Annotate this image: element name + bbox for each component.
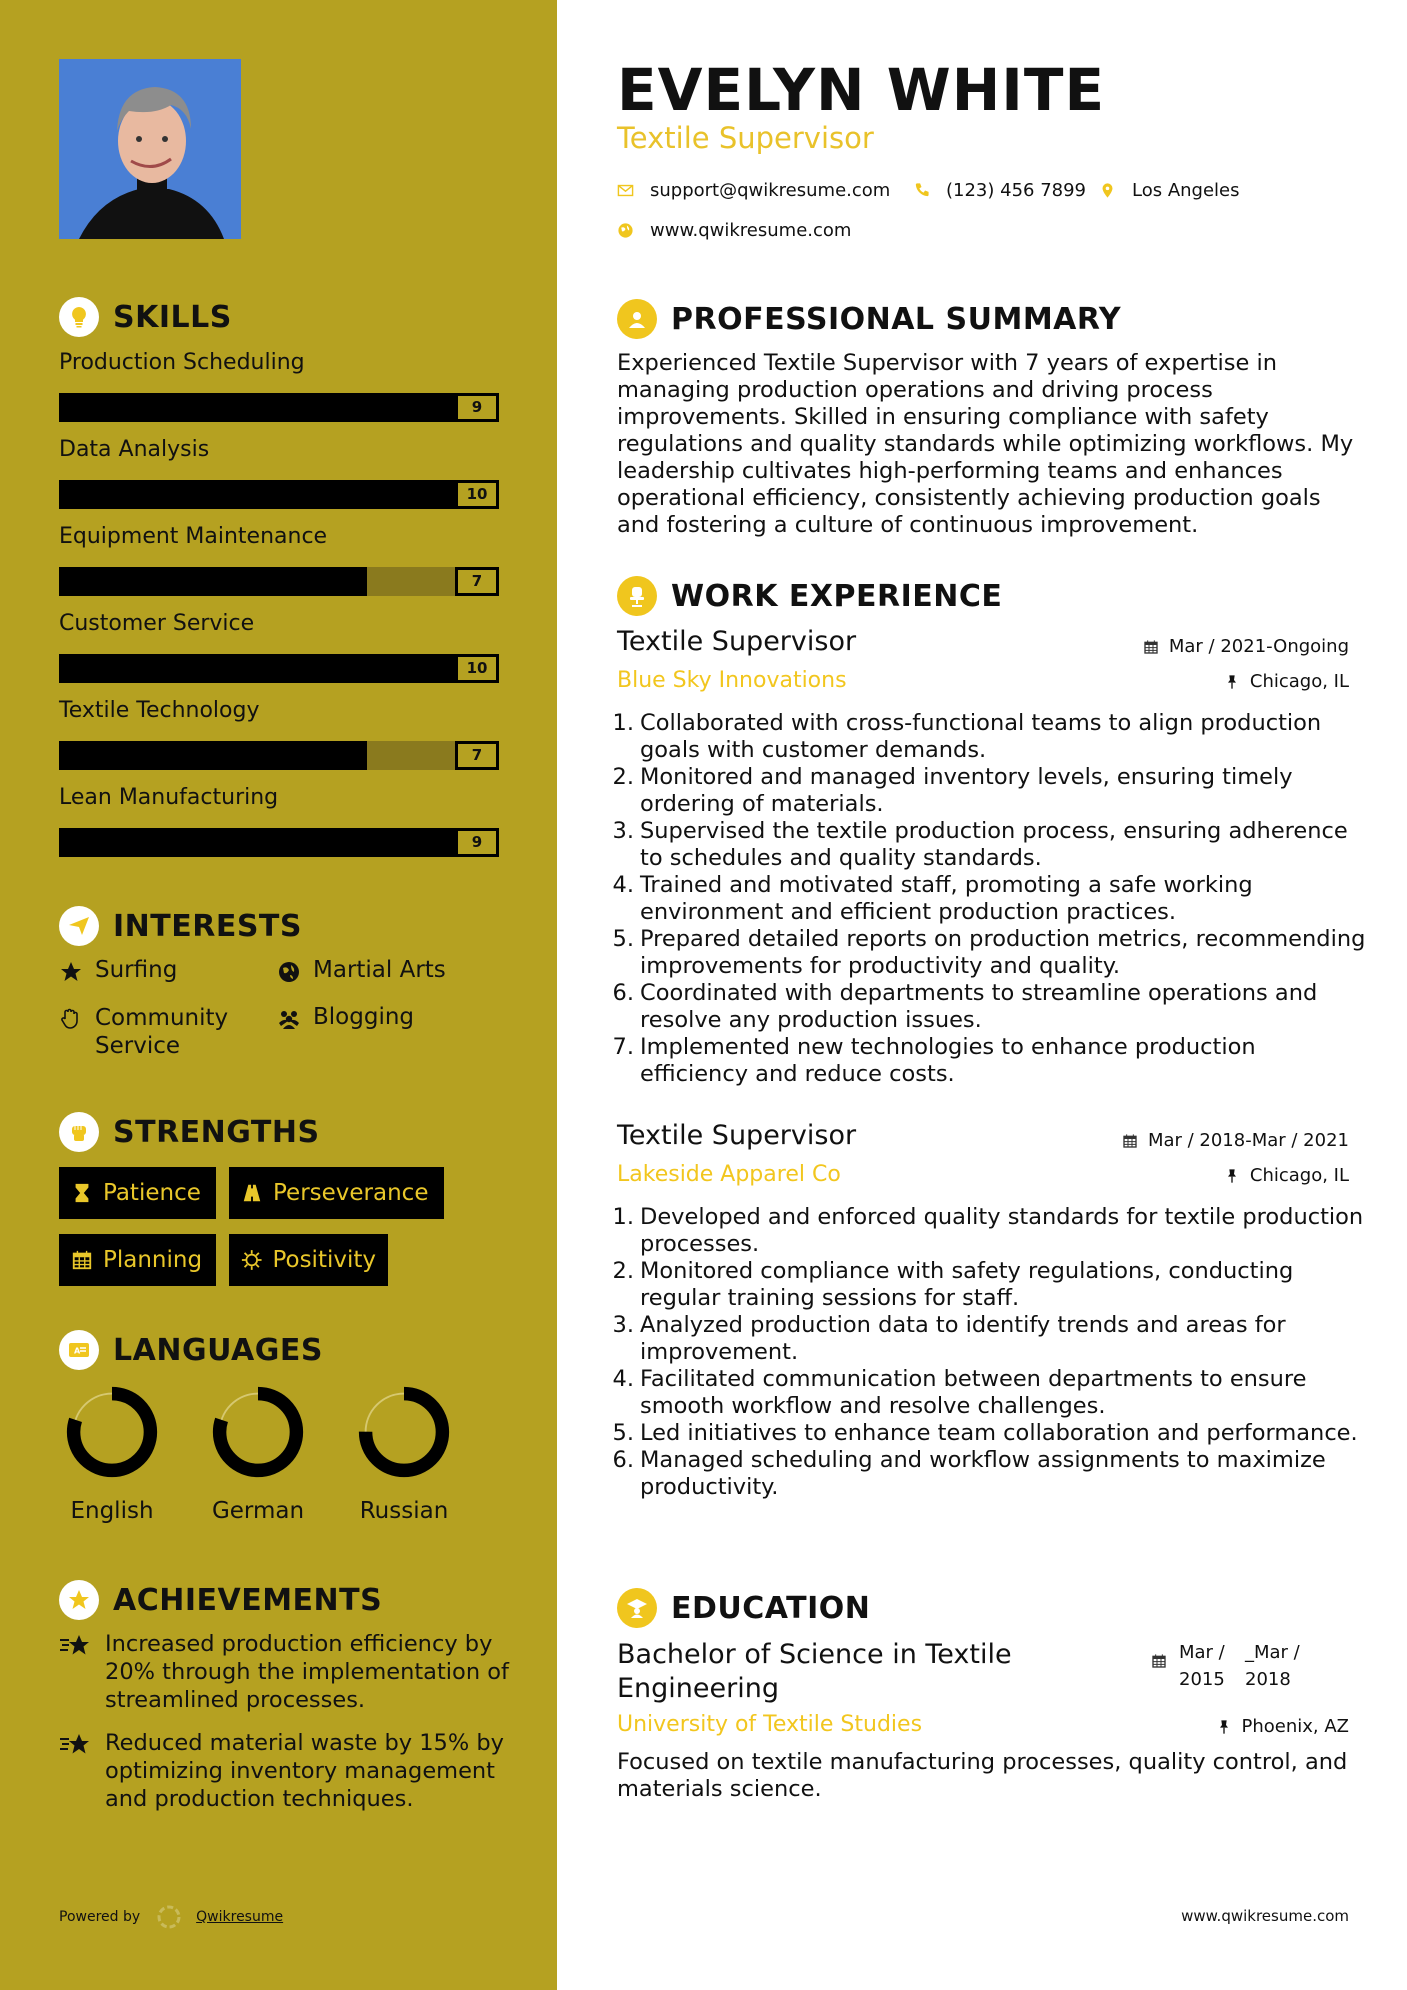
shooting-star-icon [59, 1632, 93, 1660]
strength-badge [229, 1167, 444, 1219]
job-bullet: 1. Collaborated with cross-functional teams to align production goals with customer demands. [606, 710, 1366, 764]
job-dates [1143, 636, 1349, 657]
skill-item [59, 350, 499, 416]
experience-title: WORK EXPERIENCE [671, 578, 1003, 614]
job-bullet: 3. Supervised the textile production process, ensuring adherence to schedules and quality standards. [606, 818, 1366, 872]
skill-score: 7 [455, 567, 499, 596]
strength-label: Perseverance [273, 1180, 429, 1206]
graduate-icon [617, 1588, 657, 1628]
language-gauge [64, 1384, 160, 1480]
summary-heading [617, 299, 1121, 339]
skill-name: Lean Manufacturing [59, 785, 279, 810]
job-bullet: 4. Trained and motivated staff, promoting a safe working environment and efficient production practices. [606, 872, 1366, 926]
profile-photo [59, 59, 241, 239]
bullet-text: Developed and enforced quality standards for textile production processes. [640, 1204, 1364, 1257]
job-dates-text: Mar / 2018-Mar / 2021 [1147, 1130, 1349, 1151]
paper-plane-icon [59, 906, 99, 946]
skill-bar [59, 393, 499, 422]
job-dates [1122, 1130, 1349, 1151]
svg-text:A: A [74, 1346, 81, 1356]
candidate-title: Textile Supervisor [617, 121, 874, 155]
powered-label: Powered by [59, 1909, 141, 1925]
languages-heading [59, 1330, 323, 1370]
education-location [1216, 1716, 1350, 1737]
job-bullet: 7. Implemented new technologies to enhance production efficiency and reduce costs. [606, 1034, 1366, 1088]
language-item [198, 1384, 318, 1524]
education-end: _Mar / 2018 [1245, 1642, 1300, 1690]
bullet-text: Prepared detailed reports on production metrics, recommending improvements for productivity and quality. [640, 926, 1366, 979]
skill-bar [59, 567, 499, 596]
company-name: Blue Sky Innovations [617, 668, 847, 693]
star-badge-icon [59, 1580, 99, 1620]
achievement-item [59, 1729, 509, 1813]
lightbulb-icon [59, 297, 99, 337]
job-bullet: 6. Managed scheduling and workflow assignments to maximize productivity. [606, 1447, 1366, 1501]
skill-fill [59, 567, 367, 596]
skill-name: Textile Technology [59, 698, 260, 723]
strength-label: Planning [103, 1247, 203, 1273]
strength-badge [229, 1234, 388, 1286]
interest-item [59, 1004, 249, 1060]
achievement-text: Reduced material waste by 15% by optimizing inventory management and production techniques. [105, 1730, 504, 1812]
skill-name: Equipment Maintenance [59, 524, 328, 549]
footer-url[interactable]: www.qwikresume.com [1181, 1907, 1349, 1925]
job-bullet: 5. Prepared detailed reports on production metrics, recommending improvements for productivity and quality. [612, 926, 1366, 979]
sidebar [0, 0, 557, 1990]
job-bullets [606, 1204, 1366, 1501]
skill-fill [59, 393, 455, 422]
skills-heading [59, 297, 232, 337]
skill-score: 7 [455, 741, 499, 770]
summary-text: Experienced Textile Supervisor with 7 years of expertise in managing production operations and driving process improvements. Skilled in ensuring compliance with safety regulations and quality standards while optimizing workflows. My leadership cultivates high-performing teams and enhances operational efficiency, consistently achieving production goals and fostering a culture of continuous improvement. [617, 350, 1354, 538]
strengths-heading [59, 1112, 320, 1152]
language-gauge [356, 1384, 452, 1480]
road-icon [241, 1182, 263, 1204]
bullet-text: Implemented new technologies to enhance production efficiency and reduce costs. [640, 1034, 1256, 1087]
language-name: English [70, 1498, 154, 1524]
skill-bar [59, 480, 499, 509]
skill-bar [59, 828, 499, 857]
education-description: Focused on textile manufacturing processes, quality control, and materials science. [617, 1749, 1348, 1802]
skill-item [59, 611, 499, 677]
skill-fill [59, 480, 499, 509]
skill-item [59, 524, 499, 590]
language-gauge [210, 1384, 306, 1480]
interest-item [277, 957, 446, 984]
achievement-item [59, 1630, 509, 1714]
achievements-heading [59, 1580, 382, 1620]
language-name: Russian [359, 1498, 449, 1524]
envelope-icon [617, 182, 634, 199]
company-name: Lakeside Apparel Co [617, 1162, 841, 1187]
map-pin-icon [1099, 182, 1116, 199]
skill-bar [59, 741, 499, 770]
users-icon [277, 1007, 301, 1031]
bullet-text: Trained and motivated staff, promoting a safe working environment and efficient production practices. [640, 872, 1253, 925]
skill-item [59, 785, 499, 851]
contact-website[interactable] [617, 220, 851, 241]
job-location [1224, 671, 1349, 692]
skill-fill [59, 741, 367, 770]
calendar-icon [1122, 1133, 1138, 1149]
job-dates-text: Mar / 2021-Ongoing [1168, 636, 1349, 657]
job-bullet: 2. Monitored compliance with safety regulations, conducting regular training sessions for staff. [606, 1258, 1366, 1312]
skill-score: 10 [455, 654, 499, 683]
bullet-text: Monitored compliance with safety regulations, conducting regular training sessions for staff. [640, 1258, 1294, 1311]
skill-name: Data Analysis [59, 437, 210, 462]
skill-fill [59, 828, 455, 857]
contact-email[interactable] [617, 180, 890, 201]
strength-badge [59, 1167, 216, 1219]
bullet-text: Collaborated with cross-functional teams to align production goals with customer demands. [640, 710, 1322, 763]
pushpin-icon [1216, 1719, 1232, 1735]
globe-icon [277, 960, 301, 984]
globe-icon [617, 222, 634, 239]
strength-label: Patience [103, 1180, 201, 1206]
job-bullet: 5. Led initiatives to enhance team collaboration and performance. [612, 1420, 1358, 1446]
job-title: Textile Supervisor [617, 1120, 857, 1151]
interest-label: Surfing [95, 957, 178, 983]
skill-score: 9 [455, 828, 499, 857]
calendar-icon [1151, 1653, 1167, 1669]
interest-label: Martial Arts [313, 957, 446, 983]
phone-icon [913, 182, 930, 199]
website-text: www.qwikresume.com [650, 220, 852, 241]
sun-icon [241, 1249, 262, 1271]
pushpin-icon [1224, 674, 1240, 690]
education-title: EDUCATION [671, 1590, 871, 1626]
job-bullet: 3. Analyzed production data to identify trends and areas for improvement. [606, 1312, 1366, 1366]
education-location-text: Phoenix, AZ [1241, 1716, 1349, 1737]
shooting-star-icon [59, 1731, 93, 1759]
skills-title: SKILLS [113, 299, 232, 335]
strength-badge [59, 1234, 216, 1286]
job-location [1224, 1165, 1349, 1186]
email-text: support@qwikresume.com [650, 180, 891, 201]
job-location-text: Chicago, IL [1249, 1165, 1349, 1186]
skill-bar [59, 654, 499, 683]
location-text: Los Angeles [1132, 180, 1240, 201]
experience-heading [617, 576, 1002, 616]
bullet-text: Supervised the textile production process, ensuring adherence to schedules and quality standards. [640, 818, 1348, 871]
language-item [52, 1384, 172, 1524]
hourglass-icon [71, 1182, 93, 1204]
strength-label: Positivity [272, 1247, 376, 1273]
bullet-text: Managed scheduling and workflow assignments to maximize productivity. [640, 1447, 1326, 1500]
skill-name: Customer Service [59, 611, 255, 636]
bullet-text: Coordinated with departments to streamline operations and resolve any production issues. [640, 980, 1318, 1033]
language-icon [59, 1330, 99, 1370]
job-location-text: Chicago, IL [1249, 671, 1349, 692]
interest-label: Community Service [95, 1005, 229, 1059]
contact-location [1099, 180, 1240, 201]
education-start: Mar / 2015 [1179, 1642, 1225, 1690]
school-name: University of Textile Studies [617, 1712, 923, 1737]
achievement-text: Increased production efficiency by 20% through the implementation of streamlined processes. [105, 1631, 509, 1713]
interest-item [59, 957, 177, 984]
skill-score: 9 [455, 393, 499, 422]
bullet-text: Analyzed production data to identify trends and areas for improvement. [640, 1312, 1286, 1365]
phone-text: (123) 456 7899 [946, 180, 1087, 201]
job-title: Textile Supervisor [617, 626, 857, 657]
skill-item [59, 437, 499, 503]
interest-label: Blogging [313, 1004, 415, 1030]
candidate-name: EVELYN WHITE [617, 56, 1106, 124]
bullet-text: Led initiatives to enhance team collaboration and performance. [640, 1420, 1358, 1446]
calendar-icon [1143, 639, 1159, 655]
fist-icon [59, 1112, 99, 1152]
degree-title: Bachelor of Science in Textile Engineering [617, 1639, 1012, 1704]
job-bullet: 1. Developed and enforced quality standards for textile production processes. [606, 1204, 1366, 1258]
contact-phone[interactable] [913, 180, 1086, 201]
star-icon [59, 960, 83, 984]
calendar-icon [71, 1249, 93, 1271]
interest-item [277, 1004, 414, 1031]
powered-brand-link[interactable]: Qwikresume [196, 1909, 284, 1925]
hand-icon [59, 1007, 83, 1031]
bullet-text: Monitored and managed inventory levels, ensuring timely ordering of materials. [640, 764, 1293, 817]
language-item [344, 1384, 464, 1524]
job-bullets [606, 710, 1366, 1088]
interests-title: INTERESTS [113, 908, 302, 944]
education-heading [617, 1588, 870, 1628]
strengths-title: STRENGTHS [113, 1114, 320, 1150]
interests-heading [59, 906, 302, 946]
language-name: German [211, 1498, 305, 1524]
pushpin-icon [1224, 1168, 1240, 1184]
skill-score: 10 [455, 480, 499, 509]
achievements-title: ACHIEVEMENTS [113, 1582, 383, 1618]
powered-by [59, 1904, 283, 1930]
qwikresume-logo-icon [156, 1904, 182, 1930]
job-bullet: 6. Coordinated with departments to streamline operations and resolve any production issues. [606, 980, 1366, 1034]
languages-title: LANGUAGES [113, 1332, 323, 1368]
job-bullet: 4. Facilitated communication between departments to ensure smooth workflow and resolve challenges. [606, 1366, 1366, 1420]
job-bullet: 2. Monitored and managed inventory levels, ensuring timely ordering of materials. [606, 764, 1366, 818]
user-icon [617, 299, 657, 339]
education-dates [1151, 1639, 1311, 1693]
summary-title: PROFESSIONAL SUMMARY [671, 301, 1122, 337]
skill-fill [59, 654, 499, 683]
bullet-text: Facilitated communication between departments to ensure smooth workflow and resolve challenges. [640, 1366, 1307, 1419]
skill-name: Production Scheduling [59, 350, 305, 375]
office-chair-icon [617, 576, 657, 616]
skill-item [59, 698, 499, 764]
